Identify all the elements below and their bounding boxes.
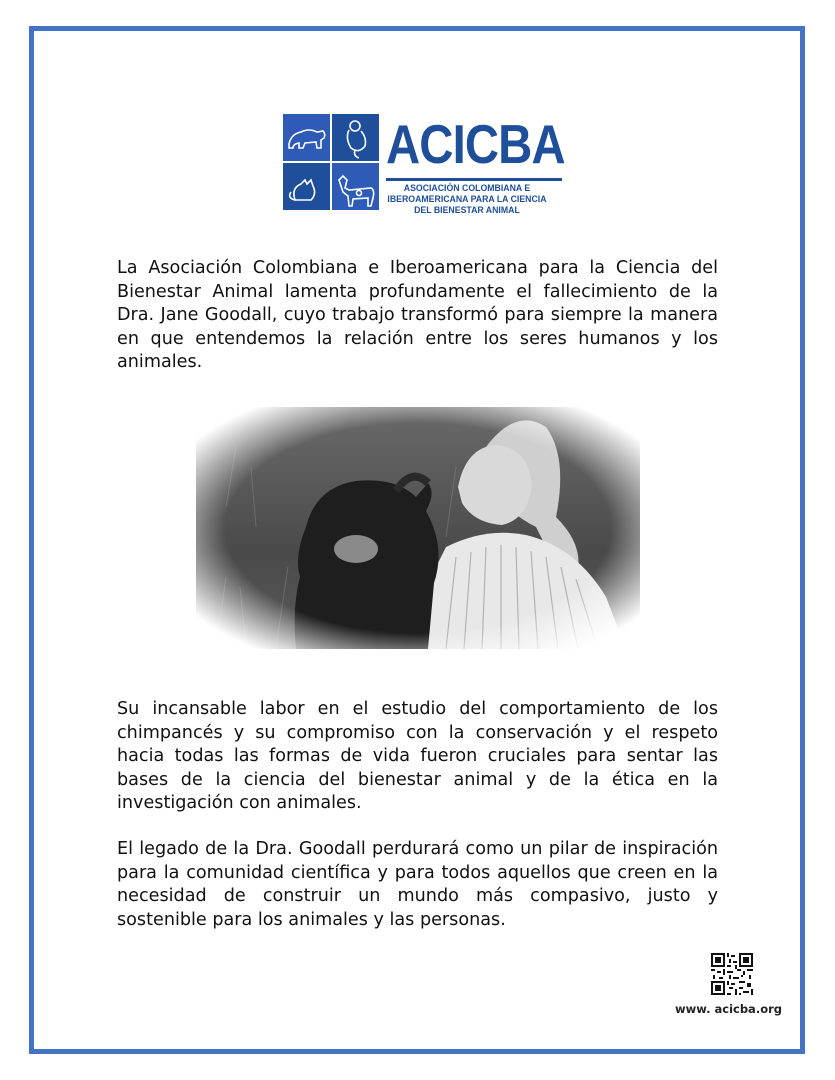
paragraph-legacy-work: Su incansable labor en el estudio del comportamiento de los chimpancés y su compromiso con la conservación y el respeto hacia todas las formas de vida fueron cruciales para sentar las bases de la ciencia del bienestar animal y de la ética en la investigación con animales. [117, 699, 718, 813]
logo-wordmark: ACICBA [386, 113, 565, 175]
logo-subtitle: ASOCIACIÓN COLOMBIANA E IBEROAMERICANA PARA LA CIENCIA DEL BIENESTAR ANIMAL [387, 183, 547, 216]
acicba-logo [283, 113, 573, 216]
logo-rule [386, 178, 562, 181]
qr-code-icon[interactable] [711, 953, 753, 995]
goodall-chimpanzee-photo [196, 407, 640, 649]
paragraph-legacy-inspiration: El legado de la Dra. Goodall perdurará como un pilar de inspiración para la comunidad científica y para todos aquellos que creen en la necesidad de construir un mundo más compasivo, justo y sostenible para los animales y las personas. [117, 839, 718, 930]
website-link[interactable]: www. acicba.org [674, 1002, 782, 1016]
paragraph-intro: La Asociación Colombiana e Iberoamericana para la Ciencia del Bienestar Animal lamenta profundamente el fallecimiento de la Dra. Jane Goodall, cuyo trabajo transformó para siempre la manera en que entendemos la relación entre los seres humanos y los animales. [117, 258, 718, 372]
logo-tiles [283, 114, 379, 210]
